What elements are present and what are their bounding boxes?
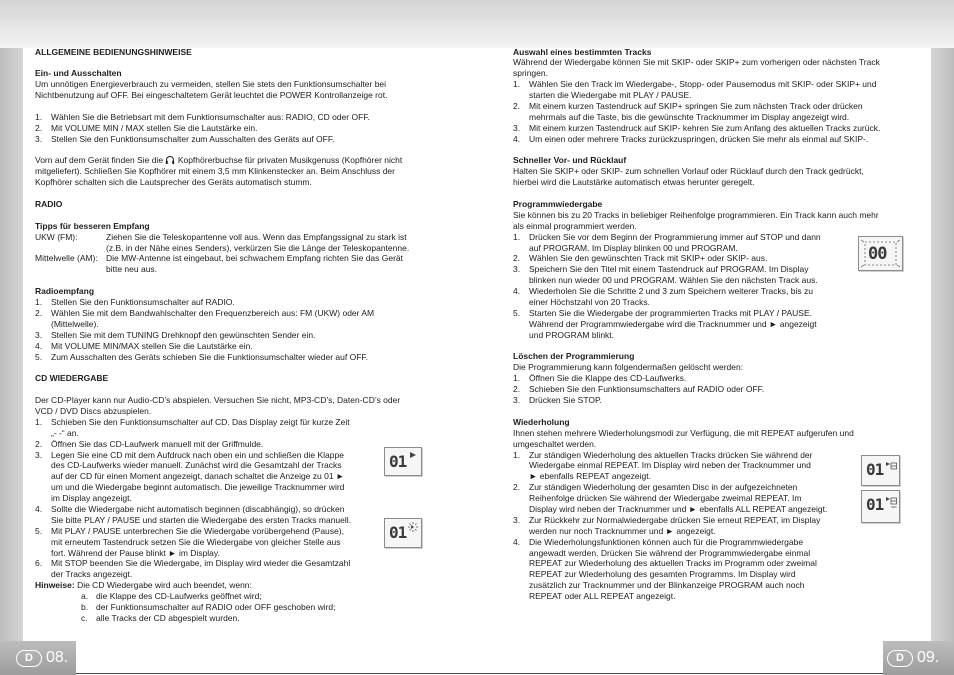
text-line: VCD / DVD Discs abzuspielen.	[35, 406, 152, 416]
list-number: 3.	[513, 264, 521, 275]
list-item	[35, 504, 435, 526]
text-line: fort. Während der Pause blinkt ► im Display.	[51, 547, 220, 558]
note-item-text: die Klappe des CD-Laufwerks geöffnet wird;	[96, 591, 262, 602]
reception-tips	[35, 232, 435, 276]
track-select-steps	[513, 79, 909, 144]
text-line: Halten Sie SKIP+ oder SKIP- zum schnellen Vorlauf oder Rücklauf durch den Track gedrückt,	[513, 166, 864, 177]
list-item-text	[51, 297, 435, 308]
bottom-rule	[76, 673, 883, 674]
definition-term: Mittelwelle (AM):	[35, 253, 98, 264]
text-line: Drücken Sie STOP.	[529, 395, 602, 406]
list-item-text	[529, 79, 909, 101]
lcd-digits: 01	[866, 460, 884, 479]
list-item	[35, 123, 435, 134]
language-badge: D	[887, 650, 913, 667]
list-item-text	[51, 134, 435, 145]
text-line: Zur ständigen Wiederholung der gesamten Disc in der aufgezeichneten	[529, 482, 798, 493]
lcd-digits: 01	[389, 523, 407, 542]
left-margin-strip	[0, 48, 23, 641]
section-heading-repeat: Wiederholung	[513, 416, 570, 427]
list-number: 4.	[35, 504, 43, 515]
text-line: mit erneutem Tastendruck setzen Sie die Wiedergabe von gleicher Stelle aus	[51, 536, 341, 547]
list-item-text	[51, 352, 435, 363]
text-line: des CD-Laufwerks wieder manuell. Zunächst wird die Gesamtzahl der Tracks	[51, 460, 342, 471]
list-item	[513, 373, 909, 384]
section-heading-search: Schneller Vor- und Rücklauf	[513, 155, 627, 166]
list-item	[35, 341, 435, 352]
text-line: Wiederholen Sie die Schritte 2 und 3 zum Speichern weiterer Tracks, bis zu	[529, 286, 813, 297]
text-line: der Tracks angezeigt.	[51, 569, 133, 580]
list-item-text	[51, 330, 435, 341]
note-item	[35, 613, 435, 624]
text-line: Während der Wiedergabe können Sie mit SKIP- oder SKIP+ zum vorherigen oder nächsten Track	[513, 57, 880, 68]
text-line: werden nur noch Tracknummer und ► angezeigt.	[529, 525, 716, 536]
repeat-intro	[513, 428, 909, 450]
repeat-all-icon	[886, 497, 897, 509]
text-line: Wählen Sie den Track im Wiedergabe-, Stopp- oder Pausemodus mit SKIP- oder SKIP+ und	[529, 79, 877, 90]
program-steps	[513, 232, 909, 341]
clear-steps	[513, 373, 909, 406]
text-line: Sollte die Wiedergabe nicht automatisch beginnen (discabhängig), so drücken	[51, 504, 345, 515]
text-line: Öffnen Sie die Klappe des CD-Laufwerks.	[529, 373, 687, 384]
list-number: 4.	[513, 286, 521, 297]
text-line: Zur ständigen Wiederholung des aktuellen Tracks drücken Sie während der	[529, 449, 813, 460]
list-item	[513, 515, 909, 537]
definition-item	[35, 232, 435, 254]
program-intro	[513, 210, 909, 232]
list-number: 3.	[35, 449, 43, 460]
text-line: blinken nun wieder 00 und PROGRAM. Wählen Sie den nächsten Track aus.	[529, 275, 818, 286]
list-number: 3.	[513, 514, 521, 525]
text-line: hierbei wird die Lautstärke automatisch etwas herunter geregelt.	[513, 177, 755, 188]
language-badge: D	[16, 650, 42, 667]
section-heading-power: Ein- und Ausschalten	[35, 68, 122, 79]
list-item-text	[529, 395, 909, 406]
list-item	[513, 79, 909, 101]
section-heading-cd: CD WIEDERGABE	[35, 373, 109, 384]
lcd-digits: 00	[868, 244, 887, 264]
text-line: Ihnen stehen mehrere Wiederholungsmodi zur Verfügung, die mit REPEAT aufgerufen und	[513, 427, 854, 438]
list-number: 1.	[35, 416, 43, 427]
right-page-column	[513, 47, 909, 603]
text-line: Zum Ausschalten des Geräts schieben Sie die Funktionsumschalter wieder auf OFF.	[51, 351, 369, 362]
cd-note	[35, 580, 435, 591]
text-line: (z.B. in der Nähe eines Senders), verkürzen Sie die Länge der Teleskopantenne.	[106, 242, 410, 253]
text-line: Zur Rückkehr zur Normalwiedergabe drücken Sie erneut REPEAT, im Display	[529, 514, 821, 525]
text-line: Die Programmierung kann folgendermaßen gelöscht werden:	[513, 362, 744, 373]
list-item-text	[529, 384, 909, 395]
list-item	[35, 112, 435, 123]
text-line: als einmal programmiert werden.	[513, 220, 637, 231]
note-letter: c.	[81, 612, 88, 623]
text-line: Nichtbenutzung auf OFF. Bei eingeschaltetem Gerät leuchtet die POWER Kontrollanzeige rot.	[35, 90, 388, 101]
text-line: umgeschaltet werden.	[513, 438, 597, 449]
lcd-display-repeat-all	[861, 490, 900, 523]
text-line: Die Wiederholungsfunktionen können auch für die Programmwiedergabe	[529, 536, 804, 547]
page-number: 09.	[917, 649, 940, 666]
text-line: Stellen Sie den Funktionsumschalter auf RADIO.	[51, 297, 235, 308]
list-item-text	[51, 308, 435, 330]
lcd-display-play	[384, 447, 422, 476]
list-item-text	[529, 253, 909, 264]
list-item-text	[529, 450, 909, 483]
lcd-display-repeat	[861, 455, 900, 486]
note-letter: b.	[81, 602, 89, 613]
note-letter: a.	[81, 591, 89, 602]
subheading-reception-tips: Tipps für besseren Empfang	[35, 220, 150, 231]
text-line: Wählen Sie den gewünschten Track mit SKIP+ oder SKIP- aus.	[529, 253, 768, 264]
track-select-intro	[513, 57, 909, 79]
text-line: um und die Wiedergabe beginnt automatisch. Die jeweilige Tracknummer wird	[51, 482, 345, 493]
list-item	[513, 482, 909, 515]
list-number: 1.	[513, 231, 521, 242]
text-line: Mit PLAY / PAUSE unterbrechen Sie die Wiedergabe vorübergehend (Pause),	[51, 525, 344, 536]
list-item	[35, 439, 435, 450]
text-line: REPEAT zur Wiederholung des gesamten Programms. Im Display wird	[529, 569, 796, 580]
text-line: Mit VOLUME MIN / MAX stellen Sie die Lautstärke ein.	[51, 122, 258, 133]
text-line: bitte neu aus.	[106, 264, 158, 275]
list-item	[513, 264, 909, 286]
list-number: 3.	[513, 122, 521, 133]
definition-term: UKW (FM):	[35, 231, 78, 242]
section-heading-track-select: Auswahl eines bestimmten Tracks	[513, 46, 652, 57]
list-number: 4.	[35, 340, 43, 351]
headphones-line	[35, 155, 435, 166]
list-item-text	[529, 308, 909, 341]
lcd-display-pause	[384, 518, 422, 548]
text-line: Wählen Sie mit dem Bandwahlschalter den Frequenzbereich aus: FM (UKW) oder AM	[51, 307, 375, 318]
list-number: 5.	[35, 525, 43, 536]
headphones-text-after: Kopfhörerbuchse für privaten Musikgenuss (Kopfhörer nicht	[177, 155, 403, 166]
cd-intro	[35, 395, 435, 417]
text-line: Die MW-Antenne ist eingebaut, bei schwachem Empfang richten Sie das Gerät	[106, 253, 404, 264]
text-line: Mit einem kurzen Tastendruck auf SKIP- kehren Sie zum Anfang des aktuellen Tracks zurück.	[529, 122, 881, 133]
section-heading-radio: RADIO	[35, 199, 63, 210]
text-line: auf der CD für einen Moment angezeigt, danach schaltet die Anzeige zu 01 ►	[51, 471, 345, 482]
note-label: Hinweise:	[35, 580, 75, 591]
list-number: 1.	[513, 79, 521, 90]
page-number-right	[883, 641, 954, 675]
text-line: und PROGRAM blinkt.	[529, 329, 615, 340]
list-item	[513, 101, 909, 123]
list-item	[513, 253, 909, 264]
lcd-digits: 01	[389, 452, 407, 471]
list-item	[513, 450, 909, 483]
text-line: springen.	[513, 68, 548, 79]
list-item-text	[51, 450, 435, 504]
power-steps	[35, 112, 435, 145]
list-item-text	[51, 558, 435, 580]
cd-steps	[35, 417, 435, 580]
note-text: Die CD Wiedergabe wird auch beendet, wenn:	[77, 580, 252, 591]
list-item-text	[51, 439, 435, 450]
list-number: 1.	[513, 373, 521, 384]
list-item	[35, 134, 435, 145]
text-line: Mit VOLUME MIN/MAX stellen Sie die Lautstärke ein.	[51, 340, 253, 351]
list-number: 5.	[513, 307, 521, 318]
list-number: 3.	[35, 133, 43, 144]
pause-blink-icon	[408, 522, 418, 532]
list-item-text	[51, 526, 435, 559]
text-line: mitgeliefert). Schließen Sie Kopfhörer mit einem 3,5 mm Klinkenstecker an. Beim Anschluss der	[35, 166, 395, 177]
definition-text	[106, 253, 435, 275]
list-number: 2.	[513, 253, 521, 264]
page-number-left	[0, 641, 76, 675]
play-icon	[410, 452, 416, 458]
list-item	[35, 558, 435, 580]
text-line: mehrmals auf die Taste, bis die gewünschte Tracknummer im Display angezeigt wird.	[529, 111, 850, 122]
list-number: 1.	[35, 297, 43, 308]
text-line: Wiedergabe einmal REPEAT. Im Display wird neben der Tracknummer und	[529, 460, 811, 471]
list-item-text	[529, 232, 909, 254]
text-line: Öffnen Sie das CD-Laufwerk manuell mit der Griffmulde.	[51, 438, 264, 449]
list-number: 3.	[35, 329, 43, 340]
text-line: Speichern Sie den Titel mit einem Tastendruck auf PROGRAM. Im Display	[529, 264, 809, 275]
section-heading-program: Programmwiedergabe	[513, 199, 603, 209]
page-title: ALLGEMEINE BEDIENUNGSHINWEISE	[35, 46, 192, 57]
text-line: starten die Wiedergabe mit PLAY / PAUSE.	[529, 90, 692, 101]
list-item-text	[529, 482, 909, 515]
list-number: 4.	[513, 133, 521, 144]
right-margin-strip	[931, 48, 954, 641]
list-item	[35, 417, 435, 439]
list-item	[35, 297, 435, 308]
text-line: einer Höchstzahl von 20 Tracks.	[529, 297, 650, 308]
list-number: 2.	[513, 384, 521, 395]
text-line: Mit einem kurzen Tastendruck auf SKIP+ springen Sie zum nächsten Track oder drücken	[529, 100, 863, 111]
lcd-display-program	[858, 236, 903, 271]
text-line: zusätzlich zur Tracknummer und der Blinkanzeige PROGRAM auch noch	[529, 580, 805, 591]
note-item-text: alle Tracks der CD abgespielt wurden.	[96, 612, 240, 623]
text-line: Kopfhörer schalten sich die Lautsprecher des Geräts automatisch stumm.	[35, 177, 312, 188]
repeat-steps	[513, 450, 909, 602]
text-line: Display wird neben der Tracknummer und ► ebenfalls ALL REPEAT angezeigt.	[529, 504, 828, 514]
list-item-text	[51, 504, 435, 526]
page-number: 08.	[46, 649, 69, 666]
text-line: Ziehen Sie die Teleskopantenne voll aus. Wenn das Empfangssignal zu stark ist	[106, 231, 407, 242]
list-item-text	[529, 537, 909, 602]
list-item-text	[51, 123, 435, 134]
text-line: (Mittelwelle).	[51, 318, 99, 329]
list-item	[35, 450, 435, 504]
list-number: 4.	[513, 536, 521, 547]
text-line: Sie können bis zu 20 Tracks in beliebiger Reihenfolge programmieren. Ein Track kann auch mehr	[513, 209, 879, 220]
headphones-paragraph	[35, 166, 435, 188]
list-item-text	[51, 112, 435, 123]
list-item	[35, 526, 435, 559]
text-line: Drücken Sie vor dem Beginn der Programmierung immer auf STOP und dann	[529, 231, 821, 242]
text-line: REPEAT oder ALL REPEAT angezeigt.	[529, 591, 676, 602]
note-item	[35, 602, 435, 613]
list-item-text	[529, 123, 909, 134]
list-item-text	[51, 417, 435, 439]
text-line: Sie bitte PLAY / PAUSE und starten die Wiedergabe des ersten Tracks manuell.	[51, 514, 352, 525]
text-line: REPEAT zur Wiederholung des aktuellen Tracks im Programm oder zweimal	[529, 558, 817, 569]
text-line: ► ebenfalls REPEAT angezeigt.	[529, 471, 651, 482]
list-number: 6.	[35, 558, 43, 569]
list-item	[513, 232, 909, 254]
text-line: Um einen oder mehrere Tracks zurückzuspringen, drücken Sie mehr als einmal auf SKIP-.	[529, 133, 869, 144]
text-line: Stellen Sie den Funktionsumschalter zum Ausschalten des Geräts auf OFF.	[51, 133, 335, 144]
list-number: 3.	[513, 395, 521, 406]
cd-note-items	[35, 591, 435, 624]
text-line: Stellen Sie mit dem TUNING Drehknopf den gewünschten Sender ein.	[51, 329, 316, 340]
clear-intro	[513, 362, 909, 373]
list-item	[513, 308, 909, 341]
repeat-icon	[886, 462, 897, 471]
list-number: 5.	[35, 351, 43, 362]
list-item-text	[529, 515, 909, 537]
subheading-radio-reception: Radioempfang	[35, 286, 95, 297]
text-line: Um unnötigen Energieverbrauch zu vermeiden, stellen Sie stets den Funktionsumschalter bei	[35, 79, 387, 90]
definition-text	[106, 232, 435, 254]
list-number: 2.	[35, 122, 43, 133]
text-line: auf PROGRAM. Im Display blinken 00 und PROGRAM.	[529, 242, 738, 253]
list-number: 1.	[513, 449, 521, 460]
text-line: Reihenfolge drücken Sie während der Wiedergabe zweimal REPEAT. Im	[529, 493, 802, 504]
text-line: Schieben Sie den Funktionsumschalters auf RADIO oder OFF.	[529, 384, 765, 395]
list-item	[513, 286, 909, 308]
list-number: 2.	[35, 438, 43, 449]
list-item-text	[529, 286, 909, 308]
note-item	[35, 591, 435, 602]
list-item	[513, 395, 909, 406]
text-line: Starten Sie die Wiedergabe der programmierten Tracks mit PLAY / PAUSE.	[529, 307, 812, 318]
text-line: Schieben Sie den Funktionsumschalter auf CD. Das Display zeigt für kurze Zeit	[51, 416, 350, 427]
headphones-text-before: Vorn auf dem Gerät finden Sie die	[35, 155, 164, 166]
text-line: angewadt werden. Drücken Sie während der Programmwiedergabe einmal	[529, 547, 811, 558]
power-intro	[35, 79, 435, 101]
list-number: 2.	[35, 307, 43, 318]
list-item-text	[529, 101, 909, 123]
list-item	[513, 537, 909, 602]
text-line: im Display angezeigt.	[51, 493, 132, 504]
header-band	[0, 0, 954, 48]
list-item	[513, 134, 909, 145]
text-line: Während der Programmwiedergabe wird die Tracknummer und ► angezeigt	[529, 318, 817, 329]
text-line: Wählen Sie die Betriebsart mit dem Funktionsumschalter aus: RADIO, CD oder OFF.	[51, 111, 370, 122]
text-line: „- -“ an.	[51, 427, 79, 438]
list-item	[513, 123, 909, 134]
list-item-text	[529, 373, 909, 384]
radio-steps	[35, 297, 435, 362]
lcd-digits: 01	[866, 495, 884, 514]
list-number: 2.	[513, 100, 521, 111]
list-item-text	[51, 341, 435, 352]
text-line: Legen Sie eine CD mit dem Aufdruck nach oben ein und schließen die Klappe	[51, 449, 344, 460]
note-item-text: der Funktionsumschalter auf RADIO oder OFF geschoben wird;	[96, 602, 336, 613]
list-item-text	[529, 134, 909, 145]
text-line: Der CD-Player kann nur Audio-CD’s abspielen. Versuchen Sie nicht, MP3-CD’s, Daten-CD’s oder	[35, 395, 401, 406]
list-item-text	[529, 264, 909, 286]
list-item	[35, 352, 435, 363]
list-number: 2.	[513, 482, 521, 493]
left-page-column	[35, 47, 435, 624]
headphones-icon	[165, 155, 175, 165]
list-item	[35, 308, 435, 330]
list-number: 1.	[35, 111, 43, 122]
list-item	[35, 330, 435, 341]
section-heading-clear: Löschen der Programmierung	[513, 351, 635, 362]
text-line: Mit STOP beenden Sie die Wiedergabe, im Display wird wieder die Gesamtzahl	[51, 558, 351, 569]
search-paragraph	[513, 166, 909, 188]
list-item	[513, 384, 909, 395]
definition-item	[35, 253, 435, 275]
